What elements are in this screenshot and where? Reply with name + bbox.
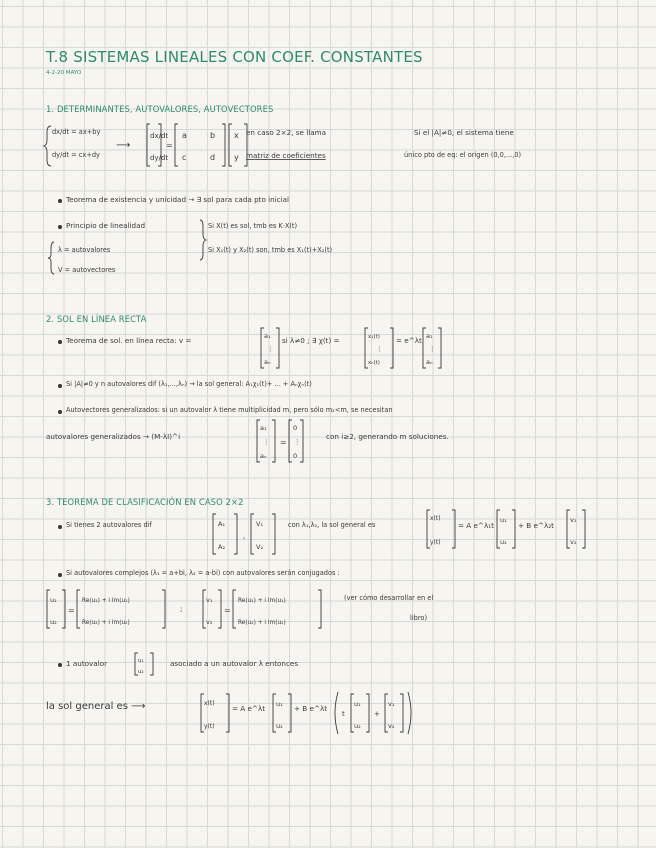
svg-text:x(t): x(t) <box>204 700 215 707</box>
mat-b: b <box>210 131 216 140</box>
svg-text:⋮: ⋮ <box>294 438 301 446</box>
section-3-heading: 3. TEOREMA DE CLASIFICACIÓN EN CASO 2×2 <box>46 497 244 507</box>
svg-text:v₁: v₁ <box>570 516 577 524</box>
linealidad-b: Si X₁(t) y X₂(t) son, tmb es X₁(t)+X₂(t) <box>208 246 333 254</box>
svg-text:u₂: u₂ <box>354 722 361 730</box>
vector-a <box>422 326 442 370</box>
teorema-existencia: Teorema de existencia y unicidad → ∃ sol para cada pto inicial <box>66 195 290 204</box>
dy-symbol: dy/dt <box>150 154 169 162</box>
svg-text:=: = <box>280 438 287 447</box>
svg-text:v₂: v₂ <box>570 538 577 546</box>
svg-text:=: = <box>166 141 173 150</box>
bullet <box>58 410 62 414</box>
sol-general-es: con λ₁,λ₂, la sol general es <box>288 521 376 529</box>
libro: libro) <box>410 614 428 622</box>
ver-como: (ver cómo desarrollar en el <box>344 594 434 602</box>
bullet <box>58 663 62 667</box>
si-text-1: Si el |A|≠0, el sistema tiene <box>414 128 514 137</box>
principio-linealidad: Principio de linealidad <box>66 221 146 230</box>
svg-text:v₂: v₂ <box>388 722 395 730</box>
gen-paren-expr <box>332 690 414 736</box>
v-complex-eq <box>202 588 326 630</box>
svg-text:=: = <box>224 606 231 615</box>
un-autovalor: 1 autovalor <box>66 659 108 668</box>
svg-text:aₙ: aₙ <box>260 452 267 460</box>
lambda-def: λ = autovalores <box>58 246 111 254</box>
bullet <box>58 199 62 203</box>
vec-y: y <box>234 153 239 162</box>
linealidad-a: Si X(t) es sol, tmb es K·X(t) <box>208 222 298 230</box>
svg-text:a₁: a₁ <box>260 424 267 432</box>
arrow-1: ⟶ <box>116 140 131 151</box>
A-e-lambda1t: = A e^λ₁t <box>458 521 494 530</box>
v-vector <box>566 508 586 550</box>
bullet <box>58 340 62 344</box>
svg-text:u₁: u₁ <box>354 700 361 708</box>
t-sym: t <box>342 710 345 718</box>
svg-text:aₙ: aₙ <box>426 358 433 366</box>
V1-sym: V₁ <box>256 520 264 528</box>
system-eq-2: dy/dt = cx+dy <box>52 151 100 159</box>
autovalores-generalizados: autovalores generalizados → (M-λI)^i <box>46 432 181 441</box>
re-im-2: Re(u₂) + i Im(u₂) <box>82 620 130 626</box>
svg-text:u₁: u₁ <box>500 516 507 524</box>
svg-text:u₂: u₂ <box>50 618 57 626</box>
A1-sym: A₁ <box>218 520 226 528</box>
bullet <box>58 525 62 529</box>
system-eq-1: dx/dt = ax+by <box>52 128 101 136</box>
si-lambda: si λ≠0 ; ∃ χ(t) = <box>282 336 340 345</box>
V2-sym: V₂ <box>256 543 264 551</box>
A2-sym: A₂ <box>218 543 226 551</box>
u-complex-eq <box>46 588 170 630</box>
svg-text:u₁: u₁ <box>138 658 144 664</box>
svg-text:0: 0 <box>293 452 298 460</box>
svg-text:⋮: ⋮ <box>267 345 274 353</box>
xy-vector-2 <box>200 692 230 734</box>
svg-text:u₁: u₁ <box>50 596 57 604</box>
bullet <box>58 384 62 388</box>
page-title: T.8 SISTEMAS LINEALES CON COEF. CONSTANTES <box>46 48 423 66</box>
autovalores-complejos: Si autovalores complejos (λ₁ = a+bi, λ₂ = a-bi) con autovalores serán conjugados : <box>66 569 340 577</box>
svg-text:v₁: v₁ <box>206 596 213 604</box>
u-vector <box>496 508 516 550</box>
vec-x: x <box>234 131 239 140</box>
svg-text:v₂: v₂ <box>206 618 213 626</box>
xt-sym: x(t) <box>430 515 441 522</box>
section-1-heading: 1. DETERMINANTES, AUTOVALORES, AUTOVECTORES <box>46 104 274 114</box>
svg-text:u₂: u₂ <box>500 538 507 546</box>
section-2-heading: 2. SOL EN LÍNEA RECTA <box>46 314 147 324</box>
svg-text:u₂: u₂ <box>276 722 283 730</box>
x1t-sym: x₁(t) <box>368 334 380 340</box>
autovectores-generalizados: Autovectores generalizados: si un autovalor λ tiene multiplicidad m, pero sólo m₂<m, se necesitan <box>66 406 393 414</box>
asociado: asociado a un autovalor λ entonces <box>170 659 299 668</box>
svg-text:0: 0 <box>293 424 298 432</box>
bullet <box>58 225 62 229</box>
re-im-1: Re(u₁) + i Im(u₁) <box>82 598 130 604</box>
xy-vector <box>426 508 456 550</box>
sol-general-final: la sol general es ⟶ <box>46 701 146 712</box>
svg-text:=: = <box>68 606 75 615</box>
svg-text:v₁: v₁ <box>388 700 395 708</box>
svg-text:,: , <box>243 532 246 540</box>
page-subtitle: 4-2-20 MAYO <box>46 70 82 76</box>
v-def: V = autovectores <box>58 266 116 274</box>
a1-sym: a₁ <box>264 332 271 340</box>
yt-sym: y(t) <box>430 539 441 546</box>
teorema-linea-recta: Teorema de sol. en línea recta: v = <box>66 336 192 345</box>
svg-text:⋮: ⋮ <box>263 438 270 446</box>
mat-d: d <box>210 153 216 162</box>
vector-v <box>260 326 280 370</box>
vector-chi <box>364 326 394 370</box>
bullet <box>58 573 62 577</box>
svg-text:Re(u₁) + i Im(u₁): Re(u₁) + i Im(u₁) <box>238 598 286 604</box>
u-small-vector <box>134 652 156 676</box>
e-lambda-t: = e^λt <box>396 336 422 345</box>
linealidad-brace <box>198 218 206 262</box>
autovectores-pair <box>212 512 286 556</box>
caso-text: en caso 2×2, se llama <box>246 128 327 137</box>
svg-text:⋮: ⋮ <box>376 345 383 353</box>
an-sym: aₙ <box>264 358 271 366</box>
dos-autovalores: Si tienes 2 autovalores dif <box>66 521 152 529</box>
B-e-lambda-t: + B e^λt <box>294 704 328 713</box>
svg-text:y(t): y(t) <box>204 723 215 730</box>
mat-c: c <box>182 153 187 162</box>
svg-text:⋮: ⋮ <box>429 345 436 353</box>
lambda-brace <box>48 240 58 276</box>
A-e-lambda-t: = A e^λt <box>232 704 266 713</box>
si-text-2: único pto de eq: el origen (0,0,...,0) <box>404 151 522 159</box>
matriz-text: matriz de coeficientes <box>246 151 326 160</box>
generando-soluciones: con i≥2, generando m soluciones. <box>326 432 449 441</box>
svg-text:Re(u₂) + i Im(u₂): Re(u₂) + i Im(u₂) <box>238 620 286 626</box>
dx-symbol: dx/dt <box>150 132 169 140</box>
svg-text:u₁: u₁ <box>276 700 283 708</box>
gen-matrix-eq <box>256 418 322 466</box>
B-e-lambda2t: + B e^λ₂t <box>518 521 554 530</box>
u-vector-2 <box>272 692 292 734</box>
svg-text:a₁: a₁ <box>426 332 433 340</box>
sol-general-n: Si |A|≠0 y n autovalores dif (λ₁,...,λₙ) → la sol general: A₁χ₁(t)+ ... + Aₙχₙ(t) <box>66 380 312 388</box>
mat-a: a <box>182 131 187 140</box>
xnt-sym: xₙ(t) <box>368 360 380 366</box>
svg-text:u₂: u₂ <box>138 669 144 675</box>
svg-text:+: + <box>374 710 380 718</box>
